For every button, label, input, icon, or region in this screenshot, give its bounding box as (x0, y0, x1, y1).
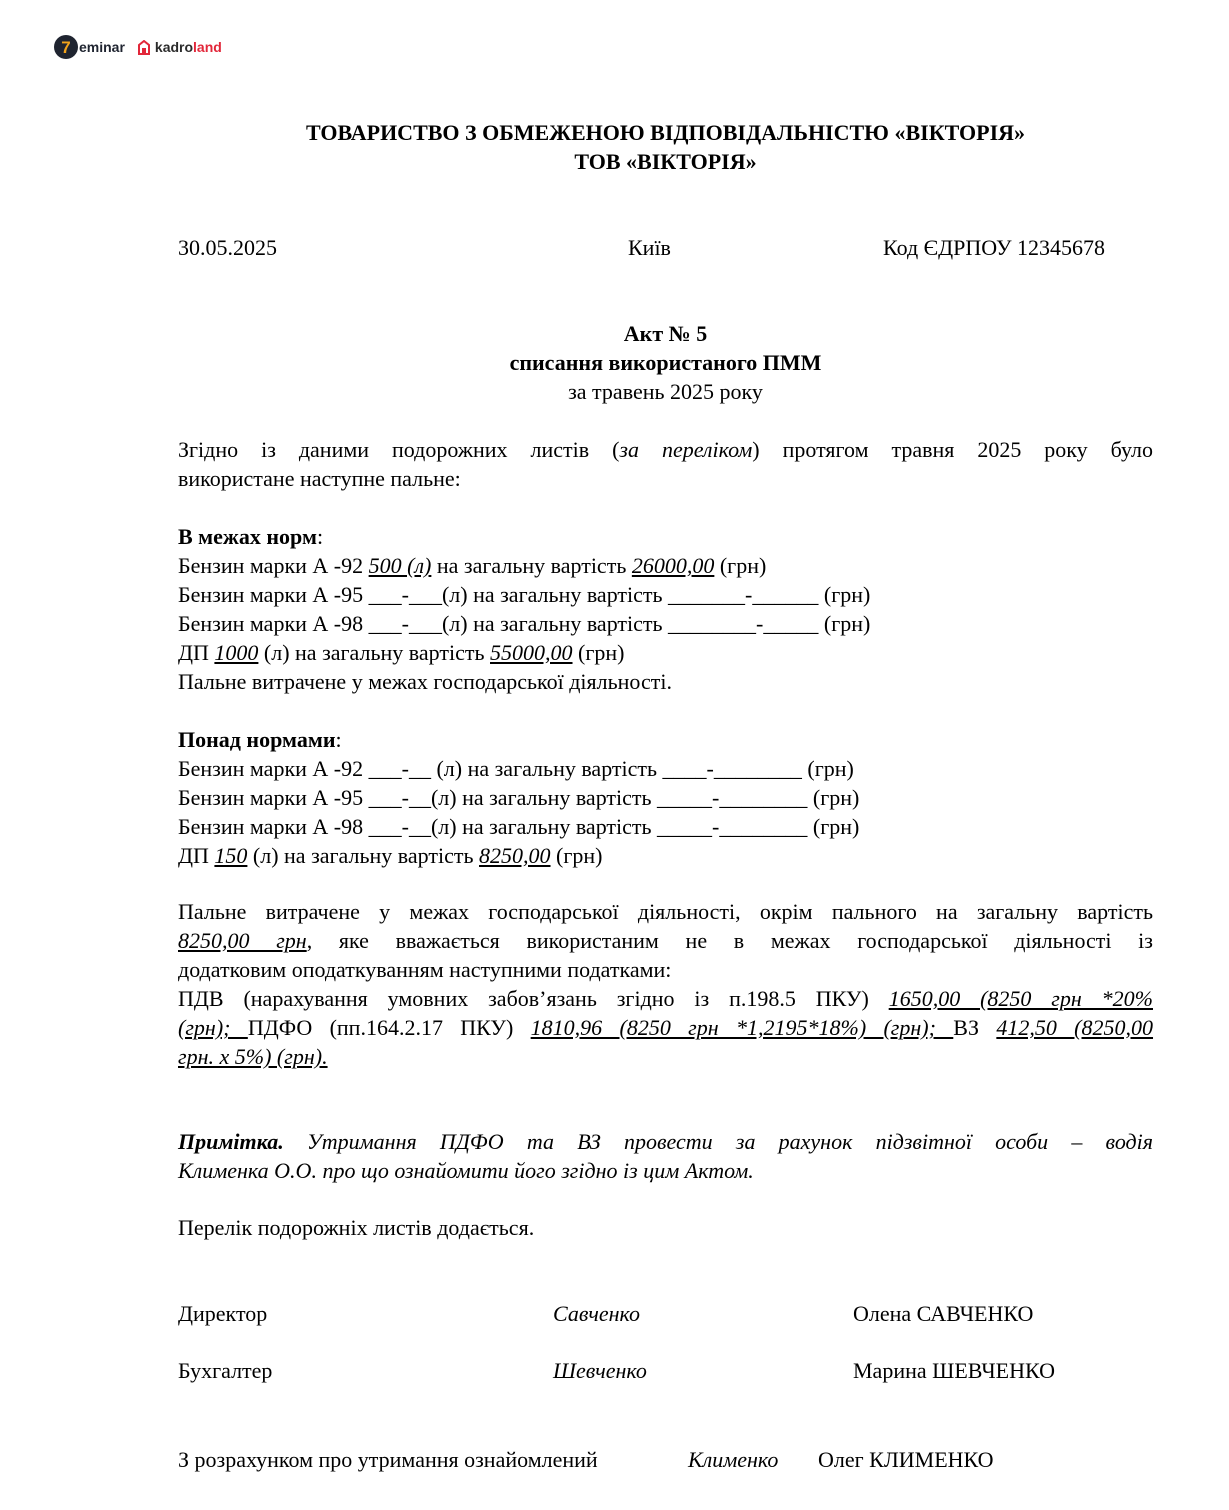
tax-line-6: грн. х 5%) (грн). (178, 1044, 328, 1069)
tax-line-3: додатковим оподаткуванням наступними податками: (178, 957, 672, 982)
ack-sign: Клименко (688, 1447, 779, 1472)
seminar-logo: 7 eminar (54, 35, 125, 59)
over-row-a98: Бензин марки А -98 ___-__(л) на загальну вартість _____-________ (грн) (178, 814, 860, 839)
over-row-dp: ДП 150 (л) на загальну вартість 8250,00 (грн) (178, 843, 603, 868)
tax-line-1: Пальне витрачене у межах господарської діяльності, окрім пального на загальну вартість (178, 899, 1153, 924)
act-period: за травень 2025 року (568, 379, 763, 404)
signature-row-director (178, 1299, 1153, 1328)
remark-line-1: Примітка. Утримання ПДФО та ВЗ провести за рахунок підзвітної особи – водія (178, 1129, 1153, 1154)
signature-sign: Шевченко (553, 1358, 647, 1383)
over-norms-heading: Понад нормами: (178, 727, 342, 752)
document-city: Київ (628, 235, 671, 260)
header-logos (54, 34, 222, 60)
within-row-a95: Бензин марки А -95 ___-___(л) на загальну вартість _______-______ (грн) (178, 582, 871, 607)
tax-line-2: 8250,00 грн, яке вважається використаним не в межах господарської діяльності із (178, 928, 1153, 953)
over-row-a92: Бензин марки А -92 ___-__ (л) на загальну вартість ____-________ (грн) (178, 756, 854, 781)
intro-line-1: Згідно із даними подорожних листів (за переліком) протягом травня 2025 року було (178, 437, 1153, 462)
meta-row (178, 233, 1153, 262)
ack-text: З розрахунком про утримання ознайомлений (178, 1447, 598, 1472)
signature-row-accountant (178, 1356, 1153, 1385)
kadroland-logo: kadro land (137, 39, 222, 55)
signature-role: Бухгалтер (178, 1358, 273, 1383)
tax-line-4-vat: ПДВ (нарахування умовних забов’язань згідно із п.198.5 ПКУ) 1650,00 (8250 грн *20% (178, 986, 1153, 1011)
signature-sign: Савченко (553, 1301, 641, 1326)
signature-name: Олена САВЧЕНКО (853, 1301, 1034, 1326)
within-row-dp: ДП 1000 (л) на загальну вартість 55000,00 (грн) (178, 640, 625, 665)
tax-line-5-pdfo: (грн); ПДФО (пп.164.2.17 ПКУ) 1810,96 (8250 грн *1,2195*18%) (грн); ВЗ 412,50 (8250,00 (178, 1015, 1154, 1040)
kadroland-house-icon (137, 40, 151, 55)
company-short-name: ТОВ «ВІКТОРІЯ» (574, 149, 757, 174)
company-full-name: ТОВАРИСТВО З ОБМЕЖЕНОЮ ВІДПОВІДАЛЬНІСТЮ «ВІКТОРІЯ» (305, 120, 1026, 145)
signature-name: Марина ШЕВЧЕНКО (853, 1358, 1055, 1383)
within-row-a92: Бензин марки А -92 500 (л) на загальну вартість 26000,00 (грн) (178, 553, 767, 578)
act-number: Акт № 5 (623, 321, 708, 346)
attached-note: Перелік подорожніх листів додається. (178, 1215, 535, 1240)
act-title: списання використаного ПММ (509, 350, 822, 375)
intro-line-2: використане наступне пальне: (178, 466, 461, 491)
over-row-a95: Бензин марки А -95 ___-__(л) на загальну вартість _____-________ (грн) (178, 785, 860, 810)
within-row-a98: Бензин марки А -98 ___-___(л) на загальну вартість ________-_____ (грн) (178, 611, 871, 636)
within-note: Пальне витрачене у межах господарської діяльності. (178, 669, 672, 694)
edrpou-code: Код ЄДРПОУ 12345678 (883, 235, 1106, 260)
signature-role: Директор (178, 1301, 268, 1326)
document-date: 30.05.2025 (178, 235, 277, 260)
ack-name: Олег КЛИМЕНКО (818, 1447, 994, 1472)
within-norms-heading: В межах норм: (178, 524, 324, 549)
acknowledgement-row (178, 1445, 1153, 1474)
remark-line-2: Клименка О.О. про що ознайомити його згідно із цим Актом. (178, 1158, 754, 1183)
